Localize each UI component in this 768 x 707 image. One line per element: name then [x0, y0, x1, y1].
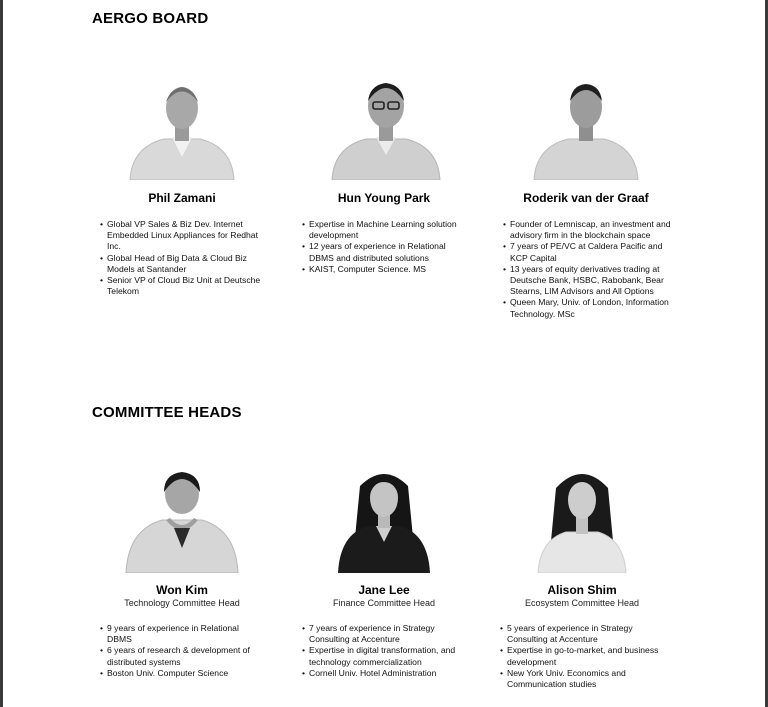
bio-item: • Cornell Univ. Hotel Administration: [302, 668, 470, 679]
bio-item: • Founder of Lemniscap, an investment and advisory firm in the blockchain space: [503, 219, 678, 241]
phil-zamani-bio: [100, 219, 265, 297]
hun-young-park-photo: [326, 75, 446, 180]
won-kim-name: Won Kim: [156, 583, 208, 597]
jane-lee-name: Jane Lee: [358, 583, 410, 597]
bio-item: • New York Univ. Economics and Communication studies: [500, 668, 670, 690]
bio-item: • Senior VP of Cloud Biz Unit at Deutsche Telekom: [100, 275, 265, 297]
hun-young-park-name: Hun Young Park: [337, 191, 431, 205]
phil-zamani-photo: [122, 75, 242, 180]
hun-young-park-bio: [302, 219, 467, 275]
board-section-title: AERGO BOARD: [92, 10, 209, 27]
roderik-van-der-graaf-name: Roderik van der Graaf: [523, 191, 649, 205]
bio-item: • Expertise in digital transformation, and technology commercialization: [302, 645, 470, 667]
bio-item: • 5 years of experience in Strategy Consulting at Accenture: [500, 623, 670, 645]
committee-section-title: COMMITTEE HEADS: [92, 404, 242, 421]
jane-lee-bio: [302, 623, 470, 679]
bio-item: • Global VP Sales & Biz Dev. Internet Embedded Linux Appliances for Redhat Inc.: [100, 219, 265, 253]
phil-zamani-name: Phil Zamani: [148, 191, 216, 205]
bio-item: • 7 years of PE/VC at Caldera Pacific and KCP Capital: [503, 241, 678, 263]
left-border: [0, 0, 3, 707]
bio-item: • 12 years of experience in Relational DBMS and distributed solutions: [302, 241, 467, 263]
bio-item: • KAIST, Computer Science. MS: [302, 264, 467, 275]
jane-lee-photo: [324, 468, 444, 573]
bio-item: • 7 years of experience in Strategy Consulting at Accenture: [302, 623, 470, 645]
won-kim-role: Technology Committee Head: [124, 598, 240, 608]
alison-shim-name: Alison Shim: [547, 583, 617, 597]
bio-item: • 6 years of research & development of distributed systems: [100, 645, 265, 667]
bio-item: • 9 years of experience in Relational DBMS: [100, 623, 265, 645]
bio-item: • Boston Univ. Computer Science: [100, 668, 265, 679]
won-kim-bio: [100, 623, 265, 679]
alison-shim-photo: [522, 468, 642, 573]
won-kim-photo: [122, 468, 242, 573]
roderik-van-der-graaf-bio: [503, 219, 678, 320]
roderik-van-der-graaf-photo: [526, 75, 646, 180]
jane-lee-role: Finance Committee Head: [332, 598, 436, 608]
bio-item: • Expertise in Machine Learning solution development: [302, 219, 467, 241]
bio-item: • Global Head of Big Data & Cloud Biz Models at Santander: [100, 253, 265, 275]
bio-item: • Expertise in go-to-market, and business development: [500, 645, 670, 667]
bio-item: • 13 years of equity derivatives trading at Deutsche Bank, HSBC, Rabobank, Bear Stearns, LIM Advisors and All Options: [503, 264, 678, 298]
alison-shim-bio: [500, 623, 670, 690]
alison-shim-role: Ecosystem Committee Head: [524, 598, 640, 608]
bio-item: • Queen Mary, Univ. of London, Information Technology. MSc: [503, 297, 678, 319]
